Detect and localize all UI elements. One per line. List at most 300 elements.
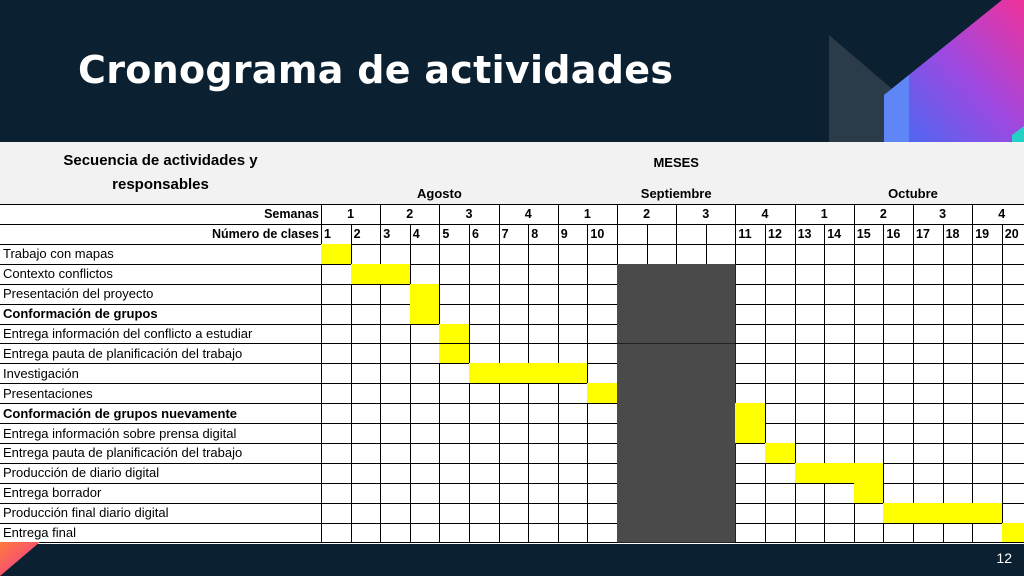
empty-cell — [410, 244, 441, 265]
scheduled-cell — [735, 403, 766, 424]
class-number-cell — [647, 224, 678, 245]
empty-cell — [499, 324, 530, 345]
empty-cell — [765, 383, 796, 404]
empty-cell — [795, 443, 826, 464]
empty-cell — [558, 264, 589, 285]
empty-cell — [854, 284, 885, 305]
blocked-cell — [617, 363, 648, 384]
empty-cell — [854, 403, 885, 424]
blocked-cell — [617, 383, 648, 404]
class-number-cell: 9 — [558, 224, 589, 245]
empty-cell — [824, 503, 855, 524]
empty-cell — [499, 423, 530, 444]
activity-label: Trabajo con mapas — [0, 244, 322, 265]
empty-cell — [913, 423, 944, 444]
empty-cell — [883, 463, 914, 484]
blocked-cell — [647, 284, 678, 305]
empty-cell — [321, 383, 352, 404]
empty-cell — [469, 463, 500, 484]
empty-cell — [913, 324, 944, 345]
activity-label: Presentaciones — [0, 383, 322, 404]
empty-cell — [854, 443, 885, 464]
week-cell: 3 — [676, 204, 736, 225]
empty-cell — [528, 344, 559, 365]
empty-cell — [1002, 304, 1024, 325]
empty-cell — [499, 284, 530, 305]
empty-cell — [321, 363, 352, 384]
empty-cell — [883, 403, 914, 424]
empty-cell — [528, 443, 559, 464]
scheduled-cell — [587, 383, 618, 404]
empty-cell — [765, 483, 796, 504]
empty-cell — [765, 523, 796, 544]
empty-cell — [469, 284, 500, 305]
empty-cell — [380, 403, 411, 424]
empty-cell — [558, 443, 589, 464]
blocked-cell — [706, 423, 737, 444]
blocked-cell — [706, 344, 737, 365]
empty-cell — [558, 463, 589, 484]
empty-cell — [351, 363, 382, 384]
empty-cell — [1002, 324, 1024, 345]
scheduled-cell — [735, 423, 766, 444]
empty-cell — [528, 284, 559, 305]
empty-cell — [351, 244, 382, 265]
blocked-cell — [706, 324, 737, 345]
blocked-cell — [676, 363, 707, 384]
empty-cell — [410, 523, 441, 544]
blocked-cell — [617, 463, 648, 484]
class-number-cell: 20 — [1002, 224, 1024, 245]
empty-cell — [1002, 483, 1024, 504]
empty-cell — [528, 423, 559, 444]
blocked-cell — [647, 344, 678, 365]
empty-cell — [913, 264, 944, 285]
class-number-cell: 10 — [587, 224, 618, 245]
empty-cell — [528, 383, 559, 404]
empty-cell — [499, 483, 530, 504]
empty-cell — [351, 344, 382, 365]
empty-cell — [795, 423, 826, 444]
week-cell: 1 — [321, 204, 381, 225]
empty-cell — [972, 244, 1003, 265]
empty-cell — [410, 344, 441, 365]
class-number-cell: 11 — [735, 224, 766, 245]
blocked-cell — [647, 363, 678, 384]
empty-cell — [469, 503, 500, 524]
empty-cell — [824, 403, 855, 424]
empty-cell — [528, 324, 559, 345]
blocked-cell — [647, 383, 678, 404]
blocked-cell — [647, 423, 678, 444]
empty-cell — [587, 244, 618, 265]
empty-cell — [943, 483, 974, 504]
week-cell: 4 — [499, 204, 559, 225]
empty-cell — [410, 324, 441, 345]
empty-cell — [410, 483, 441, 504]
empty-cell — [706, 244, 737, 265]
empty-cell — [528, 244, 559, 265]
empty-cell — [1002, 363, 1024, 384]
activity-label: Entrega pauta de planificación del trabajo — [0, 443, 322, 464]
empty-cell — [351, 503, 382, 524]
empty-cell — [410, 383, 441, 404]
scheduled-cell — [765, 443, 796, 464]
empty-cell — [380, 463, 411, 484]
empty-cell — [854, 244, 885, 265]
blocked-cell — [706, 483, 737, 504]
empty-cell — [913, 344, 944, 365]
empty-cell — [528, 403, 559, 424]
empty-cell — [913, 363, 944, 384]
activities-header: Secuencia de actividades y responsables — [0, 142, 322, 205]
blocked-cell — [617, 304, 648, 325]
empty-cell — [321, 304, 352, 325]
blocked-cell — [617, 443, 648, 464]
empty-cell — [854, 503, 885, 524]
empty-cell — [528, 264, 559, 285]
class-number-cell: 3 — [380, 224, 411, 245]
scheduled-cell — [410, 284, 441, 305]
empty-cell — [469, 324, 500, 345]
empty-cell — [735, 523, 766, 544]
blocked-cell — [617, 423, 648, 444]
empty-cell — [351, 324, 382, 345]
scheduled-cell — [469, 363, 500, 384]
activity-label: Entrega final — [0, 523, 322, 544]
empty-cell — [883, 304, 914, 325]
class-number-cell: 5 — [439, 224, 470, 245]
activity-label: Producción de diario digital — [0, 463, 322, 484]
empty-cell — [410, 403, 441, 424]
empty-cell — [558, 324, 589, 345]
empty-cell — [410, 264, 441, 285]
blocked-cell — [706, 284, 737, 305]
month-octubre: Octubre — [795, 182, 1024, 205]
empty-cell — [410, 443, 441, 464]
empty-cell — [854, 304, 885, 325]
empty-cell — [913, 304, 944, 325]
empty-cell — [558, 403, 589, 424]
empty-cell — [943, 423, 974, 444]
empty-cell — [765, 423, 796, 444]
empty-cell — [883, 423, 914, 444]
empty-cell — [883, 363, 914, 384]
blocked-cell — [676, 483, 707, 504]
empty-cell — [439, 363, 470, 384]
empty-cell — [943, 264, 974, 285]
empty-cell — [913, 443, 944, 464]
empty-cell — [854, 324, 885, 345]
empty-cell — [854, 523, 885, 544]
week-cell: 4 — [735, 204, 795, 225]
blocked-cell — [676, 403, 707, 424]
empty-cell — [380, 483, 411, 504]
empty-cell — [795, 523, 826, 544]
empty-cell — [587, 523, 618, 544]
scheduled-cell — [854, 483, 885, 504]
activity-label: Entrega borrador — [0, 483, 322, 504]
week-cell: 3 — [439, 204, 499, 225]
empty-cell — [439, 423, 470, 444]
empty-cell — [972, 383, 1003, 404]
blocked-cell — [676, 264, 707, 285]
empty-cell — [943, 324, 974, 345]
empty-cell — [351, 383, 382, 404]
scheduled-cell — [913, 503, 944, 524]
empty-cell — [943, 403, 974, 424]
blocked-cell — [647, 443, 678, 464]
empty-cell — [824, 284, 855, 305]
empty-cell — [558, 523, 589, 544]
empty-cell — [735, 503, 766, 524]
scheduled-cell — [1002, 523, 1024, 544]
empty-cell — [913, 523, 944, 544]
empty-cell — [380, 244, 411, 265]
empty-cell — [469, 264, 500, 285]
blocked-cell — [617, 523, 648, 544]
month-agosto: Agosto — [321, 182, 559, 205]
blocked-cell — [647, 503, 678, 524]
empty-cell — [528, 304, 559, 325]
empty-cell — [587, 423, 618, 444]
empty-cell — [321, 523, 352, 544]
empty-cell — [765, 463, 796, 484]
empty-cell — [499, 383, 530, 404]
empty-cell — [943, 523, 974, 544]
empty-cell — [824, 244, 855, 265]
empty-cell — [795, 264, 826, 285]
empty-cell — [972, 344, 1003, 365]
scheduled-cell — [854, 463, 885, 484]
blocked-cell — [647, 463, 678, 484]
empty-cell — [351, 523, 382, 544]
classes-label: Número de clases — [0, 224, 322, 245]
class-number-cell: 6 — [469, 224, 500, 245]
activity-label: Conformación de grupos nuevamente — [0, 403, 322, 424]
schedule-table — [0, 142, 1024, 544]
empty-cell — [676, 244, 707, 265]
blocked-cell — [647, 523, 678, 544]
blocked-cell — [617, 483, 648, 504]
empty-cell — [499, 523, 530, 544]
empty-cell — [439, 284, 470, 305]
empty-cell — [1002, 403, 1024, 424]
empty-cell — [735, 483, 766, 504]
empty-cell — [735, 324, 766, 345]
empty-cell — [528, 483, 559, 504]
empty-cell — [795, 383, 826, 404]
empty-cell — [587, 264, 618, 285]
class-number-cell: 7 — [499, 224, 530, 245]
empty-cell — [943, 363, 974, 384]
class-number-cell — [706, 224, 737, 245]
empty-cell — [439, 403, 470, 424]
class-number-cell: 17 — [913, 224, 944, 245]
class-number-cell — [617, 224, 648, 245]
empty-cell — [735, 264, 766, 285]
blocked-cell — [647, 304, 678, 325]
scheduled-cell — [824, 463, 855, 484]
scheduled-cell — [380, 264, 411, 285]
empty-cell — [380, 443, 411, 464]
blocked-cell — [676, 423, 707, 444]
class-number-cell: 13 — [795, 224, 826, 245]
blocked-cell — [647, 403, 678, 424]
empty-cell — [972, 463, 1003, 484]
class-number-cell: 4 — [410, 224, 441, 245]
empty-cell — [972, 403, 1003, 424]
empty-cell — [1002, 383, 1024, 404]
empty-cell — [824, 423, 855, 444]
empty-cell — [735, 363, 766, 384]
scheduled-cell — [439, 324, 470, 345]
blocked-cell — [706, 443, 737, 464]
empty-cell — [883, 443, 914, 464]
activity-label: Presentación del proyecto — [0, 284, 322, 305]
empty-cell — [1002, 463, 1024, 484]
empty-cell — [735, 284, 766, 305]
blocked-cell — [676, 304, 707, 325]
empty-cell — [469, 483, 500, 504]
empty-cell — [943, 284, 974, 305]
empty-cell — [795, 344, 826, 365]
empty-cell — [499, 503, 530, 524]
empty-cell — [795, 363, 826, 384]
empty-cell — [943, 304, 974, 325]
class-number-cell: 14 — [824, 224, 855, 245]
empty-cell — [587, 503, 618, 524]
empty-cell — [469, 383, 500, 404]
scheduled-cell — [528, 363, 559, 384]
empty-cell — [735, 304, 766, 325]
empty-cell — [469, 423, 500, 444]
empty-cell — [735, 344, 766, 365]
empty-cell — [1002, 284, 1024, 305]
empty-cell — [351, 483, 382, 504]
empty-cell — [883, 264, 914, 285]
empty-cell — [439, 503, 470, 524]
empty-cell — [380, 363, 411, 384]
empty-cell — [439, 383, 470, 404]
activity-label: Contexto conflictos — [0, 264, 322, 285]
empty-cell — [883, 284, 914, 305]
blocked-cell — [617, 403, 648, 424]
empty-cell — [380, 503, 411, 524]
empty-cell — [351, 443, 382, 464]
empty-cell — [795, 284, 826, 305]
blocked-cell — [706, 503, 737, 524]
empty-cell — [1002, 264, 1024, 285]
empty-cell — [972, 443, 1003, 464]
empty-cell — [1002, 503, 1024, 524]
empty-cell — [735, 383, 766, 404]
empty-cell — [913, 483, 944, 504]
blocked-cell — [676, 463, 707, 484]
blocked-cell — [617, 264, 648, 285]
blocked-cell — [617, 503, 648, 524]
empty-cell — [1002, 423, 1024, 444]
empty-cell — [499, 344, 530, 365]
empty-cell — [321, 324, 352, 345]
empty-cell — [972, 523, 1003, 544]
empty-cell — [410, 463, 441, 484]
blocked-cell — [706, 523, 737, 544]
empty-cell — [883, 383, 914, 404]
empty-cell — [824, 443, 855, 464]
week-cell: 1 — [795, 204, 855, 225]
empty-cell — [469, 244, 500, 265]
blocked-cell — [647, 264, 678, 285]
empty-cell — [735, 244, 766, 265]
week-cell: 4 — [972, 204, 1024, 225]
empty-cell — [1002, 344, 1024, 365]
empty-cell — [469, 344, 500, 365]
empty-cell — [351, 304, 382, 325]
empty-cell — [824, 483, 855, 504]
blocked-cell — [676, 503, 707, 524]
empty-cell — [854, 423, 885, 444]
empty-cell — [587, 363, 618, 384]
class-number-cell: 16 — [883, 224, 914, 245]
empty-cell — [824, 264, 855, 285]
empty-cell — [321, 503, 352, 524]
empty-cell — [380, 304, 411, 325]
weeks-label: Semanas — [0, 204, 322, 225]
empty-cell — [824, 344, 855, 365]
blocked-cell — [617, 344, 648, 365]
blocked-cell — [706, 403, 737, 424]
empty-cell — [824, 363, 855, 384]
empty-cell — [439, 304, 470, 325]
blocked-cell — [706, 264, 737, 285]
empty-cell — [972, 423, 1003, 444]
scheduled-cell — [499, 363, 530, 384]
empty-cell — [883, 244, 914, 265]
scheduled-cell — [410, 304, 441, 325]
empty-cell — [528, 463, 559, 484]
empty-cell — [765, 363, 796, 384]
empty-cell — [913, 403, 944, 424]
empty-cell — [854, 344, 885, 365]
empty-cell — [351, 423, 382, 444]
empty-cell — [321, 403, 352, 424]
scheduled-cell — [321, 244, 352, 265]
class-number-cell: 19 — [972, 224, 1003, 245]
week-cell: 2 — [380, 204, 440, 225]
empty-cell — [410, 423, 441, 444]
week-cell: 2 — [854, 204, 914, 225]
months-header: MESES — [321, 142, 1024, 183]
blocked-cell — [617, 324, 648, 345]
page-number: 12 — [996, 550, 1012, 566]
scheduled-cell — [943, 503, 974, 524]
blocked-cell — [706, 363, 737, 384]
empty-cell — [972, 483, 1003, 504]
empty-cell — [351, 403, 382, 424]
blocked-cell — [676, 383, 707, 404]
empty-cell — [824, 383, 855, 404]
empty-cell — [913, 383, 944, 404]
week-cell: 2 — [617, 204, 677, 225]
scheduled-cell — [795, 463, 826, 484]
blocked-cell — [676, 284, 707, 305]
empty-cell — [765, 284, 796, 305]
activity-label: Entrega información del conflicto a estudiar — [0, 324, 322, 345]
empty-cell — [439, 244, 470, 265]
empty-cell — [587, 483, 618, 504]
activity-label: Entrega pauta de planificación del trabajo — [0, 344, 322, 365]
